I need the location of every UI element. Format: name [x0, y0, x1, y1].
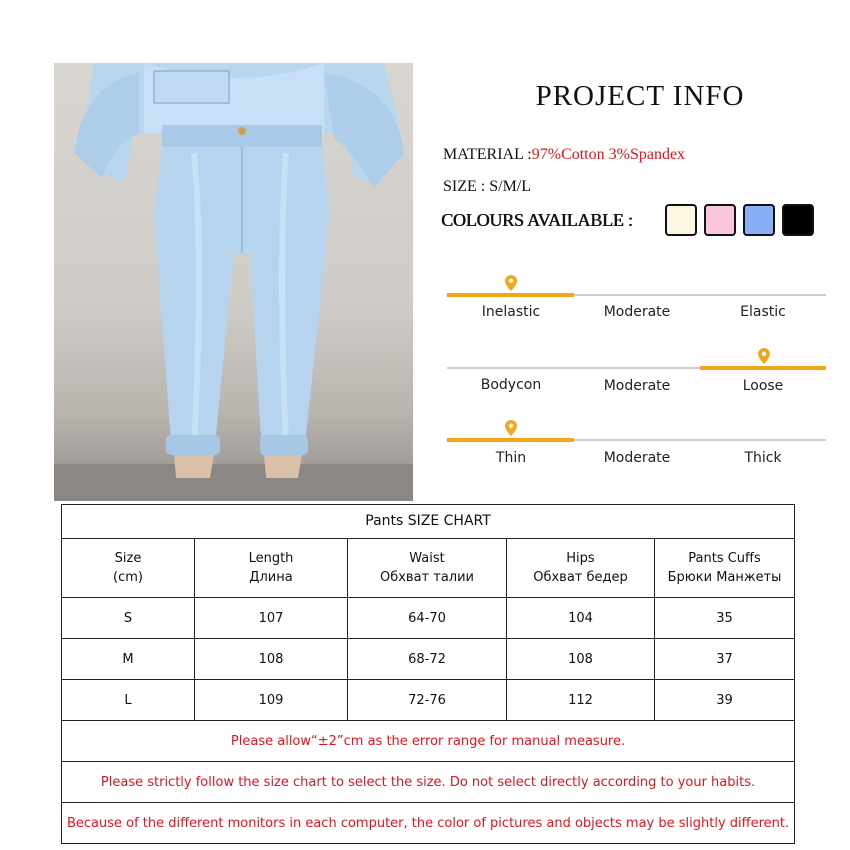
location-pin-icon: [758, 348, 770, 364]
size-chart-caption: Pants SIZE CHART: [62, 505, 795, 539]
material-spec: [443, 146, 685, 164]
cell-hips: 112: [507, 680, 655, 721]
note-row: [62, 721, 795, 762]
cell-cuffs: 37: [655, 639, 795, 680]
cell-length: 108: [195, 639, 348, 680]
header-waist: Waist Обхват талии: [348, 539, 507, 598]
cell-waist: 68-72: [348, 639, 507, 680]
model-illustration: [54, 63, 413, 501]
scale-label-left: Thin: [495, 450, 527, 466]
colour-swatch-blue[interactable]: [743, 204, 775, 236]
header-size: Size (cm): [62, 539, 195, 598]
table-row: [62, 639, 795, 680]
scale-active-segment: [447, 438, 574, 442]
product-photo: [54, 63, 413, 501]
cell-length: 107: [195, 598, 348, 639]
project-info-title: PROJECT INFO: [535, 80, 745, 112]
table-row: [62, 598, 795, 639]
header-length: Length Длина: [195, 539, 348, 598]
cell-waist: 64-70: [348, 598, 507, 639]
cell-cuffs: 35: [655, 598, 795, 639]
scale-active-segment: [700, 366, 826, 370]
header-pants-cuffs: Pants Cuffs Брюки Манжеты: [655, 539, 795, 598]
note-row: [62, 803, 795, 844]
colours-label: COLOURS AVAILABLE :: [441, 210, 633, 230]
cell-length: 109: [195, 680, 348, 721]
scale-active-segment: [447, 293, 574, 297]
colour-swatch-pink[interactable]: [704, 204, 736, 236]
colour-swatch-cream[interactable]: [665, 204, 697, 236]
size-spec: SIZE : S/M/L: [443, 178, 532, 195]
cell-hips: 104: [507, 598, 655, 639]
material-value: 97%Cotton 3%Spandex: [531, 146, 686, 163]
note-follow-chart: Please strictly follow the size chart to select the size. Do not select directly according to your habits.: [62, 762, 795, 803]
scale-label-right: Loose: [742, 378, 784, 394]
header-hips: Hips Обхват бедер: [507, 539, 655, 598]
scale-label-mid: Moderate: [603, 378, 671, 394]
note-measure-error: Please allow“±2”cm as the error range for manual measure.: [62, 721, 795, 762]
material-label: MATERIAL :: [443, 146, 532, 163]
table-row: [62, 680, 795, 721]
cell-size: M: [62, 639, 195, 680]
scale-label-left: Inelastic: [481, 304, 541, 320]
scale-label-right: Thick: [744, 450, 782, 466]
cell-size: L: [62, 680, 195, 721]
cell-cuffs: 39: [655, 680, 795, 721]
location-pin-icon: [505, 275, 517, 291]
note-row: [62, 762, 795, 803]
scale-label-right: Elastic: [740, 304, 786, 320]
location-pin-icon: [505, 420, 517, 436]
header-row: [62, 539, 795, 598]
note-monitor-colour: Because of the different monitors in each computer, the color of pictures and objects may be slightly different.: [62, 803, 795, 844]
cell-waist: 72-76: [348, 680, 507, 721]
cell-size: S: [62, 598, 195, 639]
cell-hips: 108: [507, 639, 655, 680]
scale-label-mid: Moderate: [603, 304, 671, 320]
scale-label-left: Bodycon: [480, 377, 542, 393]
scale-label-mid: Moderate: [603, 450, 671, 466]
size-chart-table: [61, 504, 795, 844]
colour-swatch-black[interactable]: [782, 204, 814, 236]
